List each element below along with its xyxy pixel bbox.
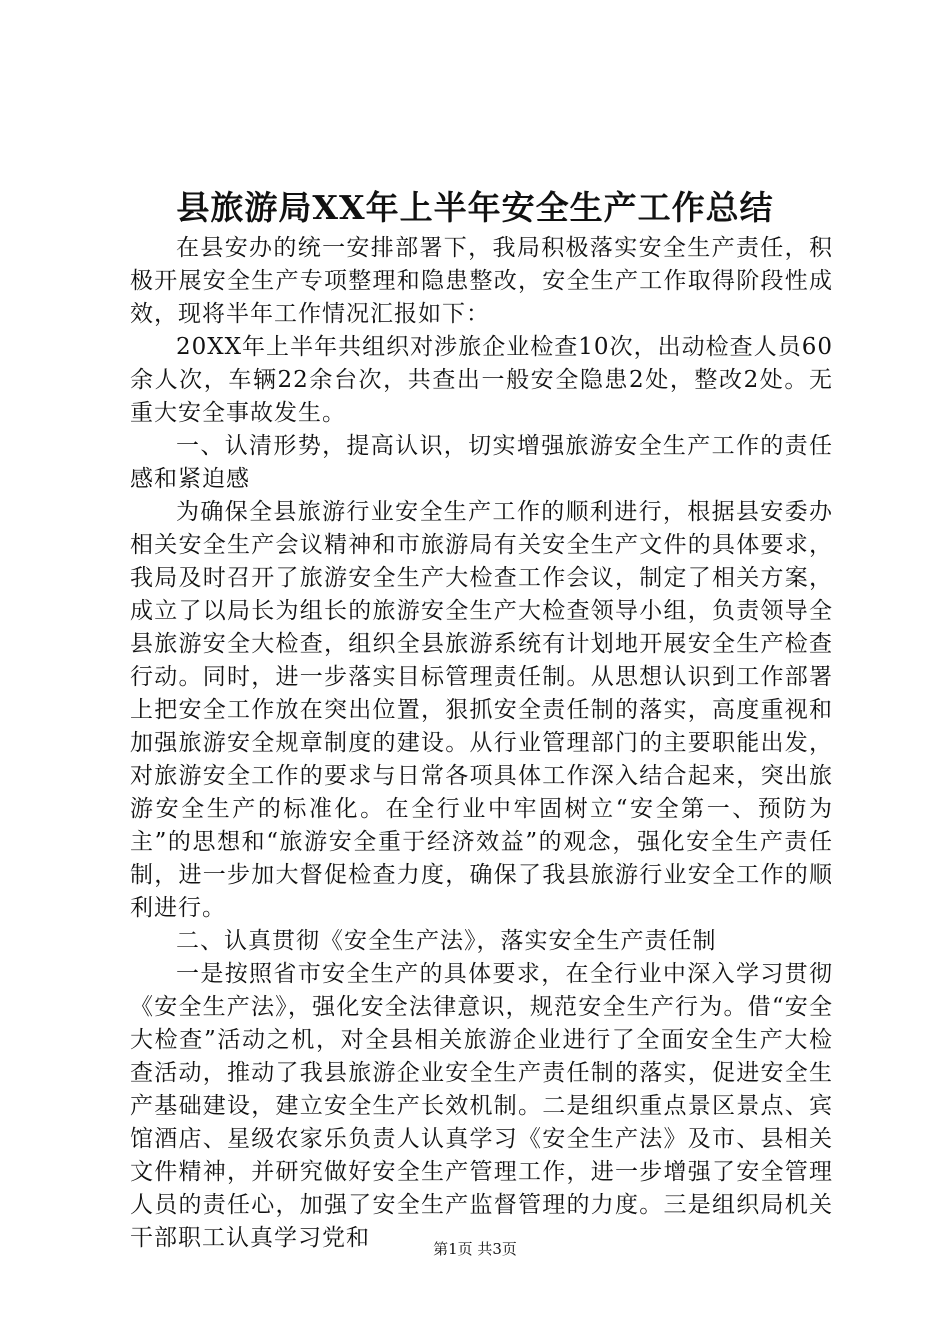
paragraph-intro: 在县安办的统一安排部署下，我局积极落实安全生产责任，积极开展安全生产专项整理和隐患整改，安全生产工作取得阶段性成效，现将半年工作情况汇报如下： bbox=[130, 235, 833, 327]
paragraph-statistics: 20XX年上半年共组织对涉旅企业检查10次，出动检查人员60余人次，车辆22余台次，共查出一般安全隐患2处，整改2处。无重大安全事故发生。 bbox=[130, 334, 833, 426]
section-heading-1: 一、认清形势，提高认识，切实增强旅游安全生产工作的责任感和紧迫感 bbox=[130, 433, 833, 492]
document-title: 县旅游局XX年上半年安全生产工作总结 bbox=[176, 188, 774, 227]
section-heading-2: 二、认真贯彻《安全生产法》，落实安全生产责任制 bbox=[176, 928, 717, 954]
document-body bbox=[130, 232, 833, 1255]
paragraph-section-1: 为确保全县旅游行业安全生产工作的顺利进行，根据县安委办相关安全生产会议精神和市旅游局有关安全生产文件的具体要求，我局及时召开了旅游安全生产大检查工作会议，制定了相关方案，成立了以局长为组长的旅游安全生产大检查领导小组，负责领导全县旅游安全大检查，组织全县旅游系统有计划地开展安全生产检查行动。同时，进一步落实目标管理责任制。从思想认识到工作部署上把安全工作放在突出位置，狠抓安全责任制的落实，高度重视和加强旅游安全规章制度的建设。从行业管理部门的主要职能出发，对旅游安全工作的要求与日常各项具体工作深入结合起来，突出旅游安全生产的标准化。在全行业中牢固树立“安全第一、预防为主”的思想和“旅游安全重于经济效益”的观念，强化安全生产责任制，进一步加大督促检查力度，确保了我县旅游行业安全工作的顺利进行。 bbox=[130, 499, 833, 921]
page-footer: 第1页 共3页 bbox=[433, 1240, 517, 1258]
paragraph-section-2: 一是按照省市安全生产的具体要求，在全行业中深入学习贯彻《安全生产法》，强化安全法律意识，规范安全生产行为。借“安全大检查”活动之机，对全县相关旅游企业进行了全面安全生产大检查活动，推动了我县旅游企业安全生产责任制的落实，促进安全生产基础建设，建立安全生产长效机制。二是组织重点景区景点、宾馆酒店、星级农家乐负责人认真学习《安全生产法》及市、县相关文件精神，并研究做好安全生产管理工作，进一步增强了安全管理人员的责任心，加强了安全生产监督管理的力度。三是组织局机关干部职工认真学习党和 bbox=[130, 961, 833, 1251]
